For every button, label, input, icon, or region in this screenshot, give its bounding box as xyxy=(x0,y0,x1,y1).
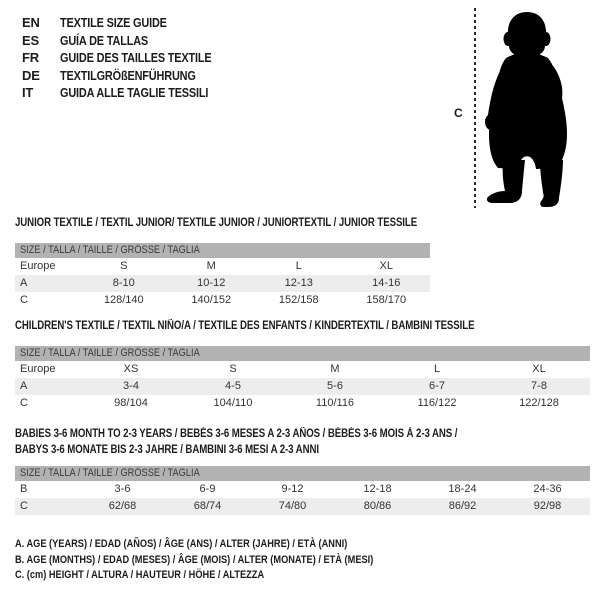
baby-figure xyxy=(448,0,600,215)
row-label: C xyxy=(20,294,28,306)
table-cell: 152/158 xyxy=(278,294,319,306)
lang-label: GUÍA DE TALLAS xyxy=(60,32,149,48)
table-cell: 14-16 xyxy=(372,277,401,289)
table-row xyxy=(15,498,590,515)
row-label: C xyxy=(20,500,28,512)
table-cell: 10-12 xyxy=(197,277,226,289)
table-cell: 9-12 xyxy=(281,483,304,495)
lang-row-de xyxy=(22,67,240,85)
lang-code: IT xyxy=(22,85,34,100)
table-row xyxy=(15,275,430,292)
footnote-b: B. AGE (MONTHS) / EDAD (MESES) / ÂGE (MOIS) / ALTER (MONATE) / ETÀ (MESI) xyxy=(15,553,374,566)
lang-row-en xyxy=(22,14,240,32)
table-cell: 140/152 xyxy=(191,294,232,306)
lang-row-fr xyxy=(22,49,240,67)
footnotes xyxy=(15,537,442,584)
lang-label: GUIDA ALLE TAGLIE TESSILI xyxy=(60,85,209,100)
table-cell: 18-24 xyxy=(448,483,477,495)
table-row xyxy=(15,258,430,275)
babies-section-title-line2: BABYS 3-6 MONATE BIS 2-3 JAHRE / BAMBINI 3-6 MESI A 2-3 ANNI xyxy=(15,444,319,456)
table-cell: 74/80 xyxy=(278,500,307,512)
footnote-a: A. AGE (YEARS) / EDAD (AÑOS) / ÂGE (ANS) / ALTER (JAHRE) / ETÀ (ANNI) xyxy=(15,538,348,550)
table-cell: 68/74 xyxy=(193,500,222,512)
lang-row-it xyxy=(22,84,240,102)
table-cell: 5-6 xyxy=(327,380,343,392)
footnote-c: C. (cm) HEIGHT / ALTURA / HAUTEUR / HÖHE / ALTEZZA xyxy=(15,569,265,581)
table-row xyxy=(15,378,590,395)
table-row xyxy=(15,361,590,378)
babies-section-title xyxy=(15,426,542,458)
table-cell: 80/86 xyxy=(363,500,392,512)
size-header-label: SIZE / TALLA / TAILLE / GRÖSSE / TAGLIA xyxy=(20,244,200,256)
children-size-table xyxy=(15,346,590,412)
row-label: Europe xyxy=(20,260,56,272)
table-cell: M xyxy=(206,260,216,272)
table-row xyxy=(15,395,590,412)
table-cell: M xyxy=(330,363,340,375)
table-cell: 86/92 xyxy=(448,500,477,512)
junior-table-header xyxy=(15,243,430,258)
children-table-header xyxy=(15,346,590,361)
language-legend xyxy=(22,14,240,102)
lang-code: DE xyxy=(22,67,40,83)
table-row xyxy=(15,292,430,309)
size-header-label: SIZE / TALLA / TAILLE / GRÖSSE / TAGLIA xyxy=(20,347,200,359)
babies-table-header xyxy=(15,466,590,481)
junior-section-title-text: JUNIOR TEXTILE / TEXTIL JUNIOR/ TEXTILE JUNIOR / JUNIORTEXTIL / JUNIOR TESSILE xyxy=(15,217,418,229)
table-cell: XS xyxy=(123,363,139,375)
table-cell: 12-18 xyxy=(363,483,392,495)
row-label: B xyxy=(20,483,28,495)
lang-label: TEXTILGRÖßENFÜHRUNG xyxy=(60,67,196,83)
lang-code: ES xyxy=(22,32,39,48)
table-cell: 116/122 xyxy=(417,397,457,409)
table-cell: 12-13 xyxy=(284,277,313,289)
table-cell: 7-8 xyxy=(531,380,547,392)
lang-row-es xyxy=(22,32,240,50)
table-cell: L xyxy=(295,260,302,272)
table-cell: 3-6 xyxy=(114,483,131,495)
table-cell: 24-36 xyxy=(533,483,562,495)
row-label: A xyxy=(20,380,28,392)
table-cell: 6-9 xyxy=(199,483,216,495)
table-cell: 128/140 xyxy=(103,294,144,306)
table-row xyxy=(15,481,590,498)
row-label: C xyxy=(20,397,28,409)
height-measure-label: C xyxy=(454,106,463,120)
table-cell: S xyxy=(229,363,237,375)
table-cell: 92/98 xyxy=(533,500,562,512)
table-cell: 4-5 xyxy=(225,380,241,392)
table-cell: 110/116 xyxy=(315,397,355,409)
height-measure-line xyxy=(474,8,476,208)
table-cell: 62/68 xyxy=(108,500,137,512)
row-label: Europe xyxy=(20,363,56,375)
babies-section-title-line1: BABIES 3-6 MONTH TO 2-3 YEARS / BEBÉS 3-6 MESES A 2-3 AÑOS / BÉBÉS 3-6 MOIS À 2-3 ANS / xyxy=(15,428,458,440)
table-cell: XL xyxy=(379,260,393,272)
table-cell: S xyxy=(120,260,128,272)
table-cell: 122/128 xyxy=(519,397,559,409)
baby-silhouette-icon xyxy=(483,10,573,207)
lang-code: FR xyxy=(22,50,39,65)
lang-code: EN xyxy=(22,15,40,30)
junior-section-title xyxy=(15,215,494,231)
junior-size-table xyxy=(15,243,430,309)
size-header-label: SIZE / TALLA / TAILLE / GRÖSSE / TAGLIA xyxy=(20,467,200,479)
table-cell: 98/104 xyxy=(114,397,148,409)
row-label: A xyxy=(20,277,28,289)
children-section-title-text: CHILDREN'S TEXTILE / TEXTIL NIÑO/A / TEXTILE DES ENFANTS / KINDERTEXTIL / BAMBINI TESSILE xyxy=(15,320,475,332)
table-cell: 6-7 xyxy=(429,380,445,392)
table-cell: L xyxy=(433,363,441,375)
table-cell: 3-4 xyxy=(123,380,139,392)
table-cell: 8-10 xyxy=(112,277,135,289)
lang-label: GUIDE DES TAILLES TEXTILE xyxy=(60,50,212,65)
table-cell: XL xyxy=(532,363,546,375)
table-cell: 104/110 xyxy=(213,397,253,409)
children-section-title xyxy=(15,318,562,334)
table-cell: 158/170 xyxy=(366,294,407,306)
babies-size-table xyxy=(15,466,590,515)
lang-label: TEXTILE SIZE GUIDE xyxy=(60,15,167,30)
